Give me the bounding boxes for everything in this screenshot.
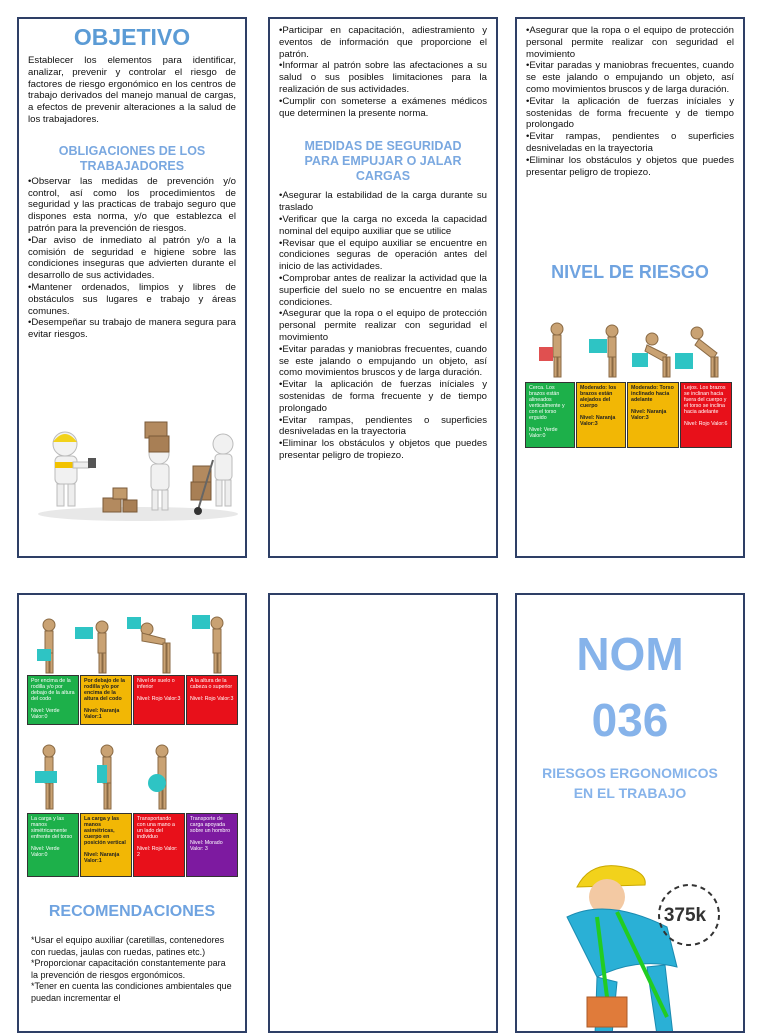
carry-card-orange (80, 813, 132, 877)
measures-title: MEDIDAS DE SEGURIDAD PARA EMPUJAR O JALAR CARGAS (304, 139, 462, 184)
card-text: Nivel de suelo o inferior (137, 678, 175, 690)
objetivo-title: OBJETIVO (73, 24, 191, 50)
panel-recomendaciones (17, 593, 247, 1033)
risk-card-orange-1 (576, 382, 626, 448)
height-postures-illustration (27, 615, 242, 675)
list-item: •Evitar rampas, pendientes o superficies desniveladas en la trayectoria (526, 131, 734, 154)
card-text: Por encima de la rodilla y/o por debajo de la altura del codo (31, 678, 75, 702)
objective-text: Establecer los elementos para identificar, analizar, prevenir y controlar el riesgo de factores de riesgo ergonómico en los centros de trabajo derivados del manejo manual de cargas, a efectos de prevenir alteraciones a la salud de los trabajadores. (28, 55, 236, 125)
height-card-orange (80, 675, 132, 725)
card-text: Cerca. Los brazos están alineados verticalmente y con el torso erguido (529, 385, 565, 421)
carry-card-purple (186, 813, 238, 877)
carry-card-green (27, 813, 79, 877)
card-text: A la altura de la cabeza o superior (190, 678, 233, 690)
workers-boxes-illustration (33, 414, 243, 524)
list-item: •Informar al patrón sobre las afectaciones a su salud o sus posibles limitaciones para la realización de sus actividades. (279, 60, 487, 95)
card-level: Nivel: Verde Valor:0 (529, 427, 558, 439)
list-item: •Evitar paradas y maniobras frecuentes, cuando se este jalando o empujando un objeto, así como movimientos bruscos y de larga duración. (279, 343, 487, 379)
cover-title-number: 036 (591, 694, 669, 746)
card-level: Nivel: Rojo Valor:6 (684, 421, 728, 427)
measures-list (279, 190, 487, 461)
cover-subtitle: RIESGOS ERGONOMICOS EN EL TRABAJO (542, 765, 718, 801)
obligations-list (28, 176, 236, 341)
card-text: La carga y las manos simétricamente enfrente del torso (31, 816, 73, 840)
list-item: •Evitar la aplicación de fuerzas iníciales y sostenidas de forma frecuente y de tiempo prolongado (279, 379, 487, 414)
card-level: Nivel: Naranja Valor:1 (84, 708, 120, 720)
card-level: Nivel: Naranja Valor:1 (84, 852, 120, 864)
panel-medidas (268, 17, 498, 558)
list-item: •Revisar que el equipo auxiliar se encuentre en condiciones seguras de operación antes del inicio de las actividades. (279, 237, 487, 273)
list-item: •Mantener ordenados, limpios y libres de obstáculos sus lugares e trabajo y áreas comunes. (28, 281, 236, 317)
list-item: •Asegurar que la ropa o el equipo de protección personal permite realizar con seguridad el movimiento (279, 308, 487, 343)
cover-title-nom: NOM (576, 628, 684, 680)
obligations-title: OBLIGACIONES DE LOS TRABAJADORES (58, 143, 206, 173)
card-level: Nivel: Verde Valor:0 (31, 708, 60, 720)
panel-cover (515, 593, 745, 1033)
card-level: Nivel: Morado Valor: 3 (190, 840, 223, 852)
risk-card-red (680, 382, 732, 448)
height-card-red-2 (186, 675, 238, 725)
card-level: Nivel: Naranja Valor:3 (580, 415, 616, 427)
card-level: Nivel: Naranja Valor:3 (631, 409, 667, 421)
list-item: •Evitar rampas, pendientes o superficies desniveladas en la trayectoria (279, 414, 487, 438)
list-item: *Usar el equipo auxiliar (caretillas, contenedores con ruedas, jaulas con ruedas, patines etc.) (31, 935, 225, 957)
card-level: Nivel: Rojo Valor:3 (137, 696, 181, 702)
list-item: •Comprobar antes de realizar la actividad que la superficie del suelo no se encuentre en malas condiciones. (279, 272, 487, 308)
worker-lifting-illustration (537, 857, 737, 1033)
card-level: Nivel: Rojo Valor: 2 (137, 846, 178, 858)
card-text: Transportando con una mano a un lado del individuo (137, 816, 175, 840)
list-item: •Cumplir con someterse a exámenes médicos que determinen la presente norma. (279, 95, 487, 119)
carry-card-red (133, 813, 185, 877)
list-item: •Participar en capacitación, adiestramiento y eventos de información que proporcione el patrón. (279, 25, 487, 60)
height-card-green (27, 675, 79, 725)
card-text: Moderado: los brazos están alejados del cuerpo (580, 385, 617, 409)
list-item: •Verificar que la carga no exceda la capacidad nominal del equipo auxiliar que se utilice (279, 213, 487, 237)
risk-card-green (525, 382, 575, 448)
card-text: La carga y las manos asimétricas, cuerpo en posición vertical (84, 816, 126, 846)
list-item: *Proporcionar capacitación constantemente para la prevención de riesgos ergonómicos. (31, 958, 226, 980)
card-text: Lejos. Los brazos se inclinan hacia fuera del cuerpo y el torso se inclina hacia adelante (684, 385, 727, 415)
list-item: •Asegurar que la ropa o el equipo de protección personal permite realizar con seguridad el movimiento (526, 25, 734, 60)
list-item: •Observar las medidas de prevención y/o control, así como los procedimientos de seguridad y las practicas de trabajo seguro que dispones esta norma, y/o que establezca el patrón para la prevención de riesgos. (28, 175, 236, 234)
recommendations-list (31, 935, 233, 1004)
card-level: Nivel: Rojo Valor:3 (190, 696, 234, 702)
risk-title: NIVEL DE RIESGO (551, 262, 709, 282)
list-item: •Evitar paradas y maniobras frecuentes, cuando se este jalando o empujando un objeto, así como movimientos bruscos y de larga duración. (526, 60, 734, 95)
list-item: •Eliminar los obstáculos y objetos que puedes presentar peligro de tropiezo. (279, 438, 487, 461)
participation-list (279, 25, 487, 119)
card-text: Por debajo de la rodilla y/o por encima de la altura del codo (84, 678, 125, 702)
list-item: •Desempeñar su trabajo de manera segura para evitar riesgos. (28, 317, 236, 341)
panel-objetivo (17, 17, 247, 558)
safety-list-cont (526, 25, 734, 178)
list-item: •Eliminar los obstáculos y objetos que puedes presentar peligro de tropiezo. (526, 154, 734, 178)
risk-card-orange-2 (627, 382, 679, 448)
list-item: *Tener en cuenta las condiciones ambientales que puedan incrementar el (31, 981, 232, 1003)
list-item: •Evitar la aplicación de fuerzas iníciales y sostenidas de forma frecuente y de tiempo prolongado (526, 95, 734, 131)
list-item: •Asegurar la estabilidad de la carga durante su traslado (279, 190, 487, 214)
card-text: Transporte de carga apoyada sobre un hombro (190, 816, 231, 834)
card-text: Moderado: Torso inclinado hacia adelante (631, 385, 674, 403)
panel-empty (268, 593, 498, 1033)
list-item: •Dar aviso de inmediato al patrón y/o a la comisión de seguridad e higiene sobre las condiciones inseguras que advierten durante el desarrollo de sus actividades. (28, 234, 236, 282)
carry-postures-illustration (27, 743, 242, 813)
card-level: Nivel: Verde Valor:0 (31, 846, 60, 858)
weight-label: 375k (663, 905, 707, 926)
recomendaciones-title: RECOMENDACIONES (48, 903, 216, 920)
lifting-postures-illustration (527, 319, 737, 381)
panel-nivel-riesgo (515, 17, 745, 558)
height-card-red-1 (133, 675, 185, 725)
